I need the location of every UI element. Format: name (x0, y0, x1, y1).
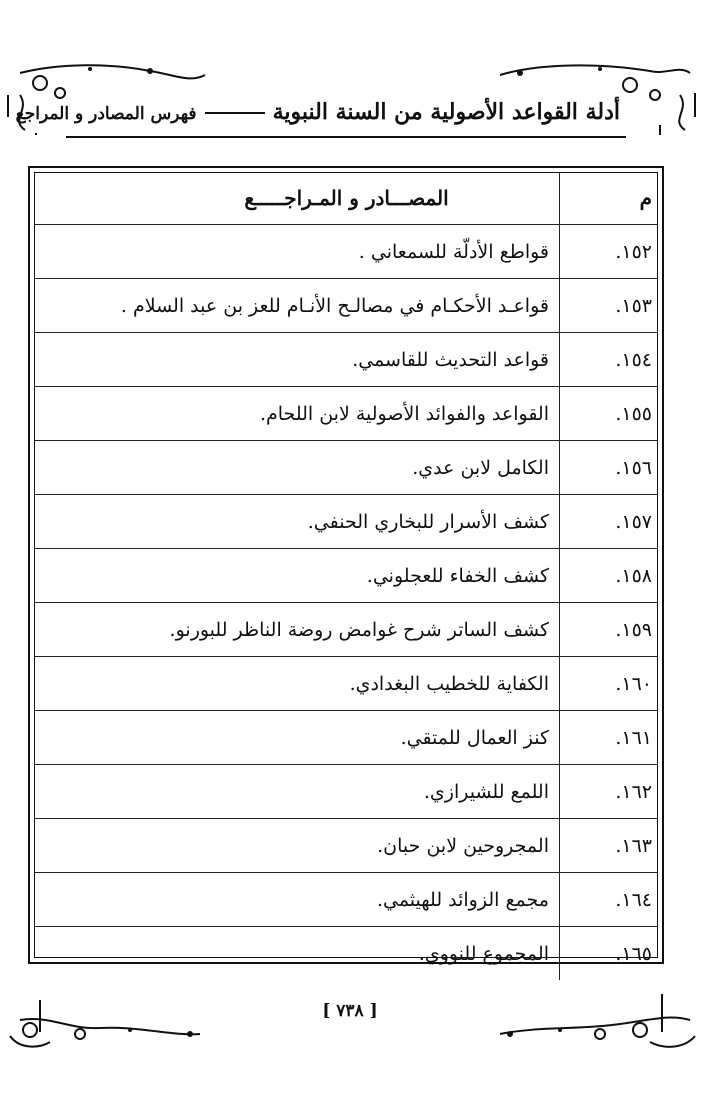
row-title: كشف الأسرار للبخاري الحنفي. (34, 495, 560, 549)
row-number: ١٦٤. (560, 873, 659, 927)
header-rule (66, 136, 626, 138)
row-number: ١٥٤. (560, 333, 659, 387)
table-row (34, 333, 658, 387)
row-number: ١٥٩. (560, 603, 659, 657)
row-number: ١٥٧. (560, 495, 659, 549)
row-number: ١٥٣. (560, 279, 659, 333)
table-row (34, 711, 658, 765)
running-header (15, 92, 620, 132)
table-row (34, 603, 658, 657)
table-row (34, 441, 658, 495)
row-number: ١٦٠. (560, 657, 659, 711)
row-number: ١٦٥. (560, 927, 659, 981)
row-number: ١٥٥. (560, 387, 659, 441)
table-row (34, 873, 658, 927)
row-title: القواعد والفوائد الأصولية لابن اللحام. (34, 387, 560, 441)
table-row (34, 225, 658, 279)
table-row (34, 495, 658, 549)
row-title: الكامل لابن عدي. (34, 441, 560, 495)
row-number: ١٦٣. (560, 819, 659, 873)
row-title: المجروحين لابن حبان. (34, 819, 560, 873)
row-title: مجمع الزوائد للهيثمي. (34, 873, 560, 927)
table-row (34, 549, 658, 603)
row-title: كشف الساتر شرح غوامض روضة الناظر للبورنو. (34, 603, 560, 657)
row-title: الكفاية للخطيب البغدادي. (34, 657, 560, 711)
row-number: ١٥٨. (560, 549, 659, 603)
row-number: ١٥٢. (560, 225, 659, 279)
row-title: المجموع للنووي. (418, 942, 549, 965)
row-number: ١٦١. (560, 711, 659, 765)
column-header-title: المصـــادر و المـراجـــــع (34, 172, 560, 225)
table-row (34, 657, 658, 711)
table-row (34, 819, 658, 873)
references-table (34, 172, 658, 980)
row-number: ١٦٢. (560, 765, 659, 819)
row-title: اللمع للشيرازي. (34, 765, 560, 819)
row-title: كشف الخفاء للعجلوني. (34, 549, 560, 603)
row-title: كنز العمال للمتقي. (34, 711, 560, 765)
table-row (34, 927, 658, 981)
table-header-row (34, 172, 658, 225)
header-subtitle: فهرس المصادر و المراجع (15, 104, 197, 124)
column-header-number: م (560, 172, 659, 225)
table-row (34, 279, 658, 333)
row-title: قواعـد الأحكـام في مصالـح الأنـام للعز بن عبد السلام . (34, 279, 560, 333)
header-title: أدلة القواعد الأصولية من السنة النبوية (272, 99, 620, 125)
row-title: قواعد التحديث للقاسمي. (34, 333, 560, 387)
row-title: قواطع الأدلّة للسمعاني . (34, 225, 560, 279)
header-dash (205, 112, 265, 114)
row-number: ١٥٦. (560, 441, 659, 495)
table-row (34, 765, 658, 819)
page-number: [ ٧٣٨ ] (322, 1001, 378, 1021)
table-row (34, 387, 658, 441)
